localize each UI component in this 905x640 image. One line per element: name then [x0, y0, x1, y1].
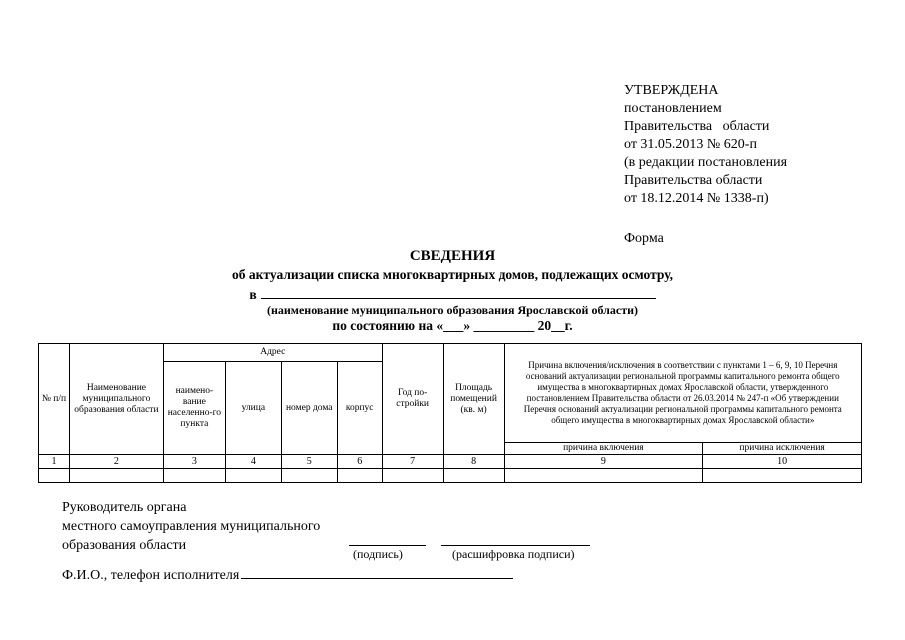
- executor-line: [62, 566, 513, 584]
- approval-line: постановлением: [624, 101, 722, 116]
- approval-line: Правительства области: [624, 119, 770, 134]
- decoding-caption: (расшифровка подписи): [452, 547, 575, 561]
- signature-decoding-field[interactable]: [441, 545, 590, 546]
- municipality-line: [0, 287, 905, 303]
- header-settlement: наимено-вание населенно-го пункта: [163, 362, 225, 455]
- table-cell[interactable]: [703, 469, 862, 483]
- column-number: 3: [163, 455, 225, 469]
- approval-line: от 31.05.2013 № 620-п: [624, 137, 757, 152]
- column-number: 2: [69, 455, 163, 469]
- as-of-date-line: по состоянию на «___» _________ 20__г.: [332, 318, 573, 333]
- table-cell[interactable]: [504, 469, 703, 483]
- signatory-line: местного самоуправления муниципального: [62, 519, 321, 534]
- document-title: СВЕДЕНИЯ: [409, 248, 496, 264]
- approval-stamp: [624, 82, 884, 248]
- table-cell[interactable]: [69, 469, 163, 483]
- approval-line: Правительства области: [624, 173, 763, 188]
- table-cell[interactable]: [39, 469, 70, 483]
- municipality-blank: [261, 287, 656, 299]
- document-subtitle: об актуализации списка многоквартирных домов, подлежащих осмотру,: [232, 267, 673, 282]
- signatory-line: образования области: [62, 538, 187, 553]
- approval-line: от 18.12.2014 № 1338-п): [624, 191, 769, 206]
- header-area: Площадь помещений (кв. м): [443, 344, 504, 455]
- column-number: 7: [382, 455, 443, 469]
- table-cell[interactable]: [281, 469, 337, 483]
- table-cell[interactable]: [337, 469, 382, 483]
- in-prefix: в: [249, 287, 257, 302]
- column-number: 5: [281, 455, 337, 469]
- column-number: 4: [225, 455, 281, 469]
- header-reason-exclude: причина исключения: [703, 443, 862, 455]
- executor-label: Ф.И.О., телефон исполнителя: [62, 568, 240, 583]
- header-num: № п/п: [39, 344, 70, 455]
- table-cell[interactable]: [163, 469, 225, 483]
- column-number: 9: [504, 455, 703, 469]
- approval-line: (в редакции постановления: [624, 155, 788, 170]
- municipality-hint: (наименование муниципального образования Ярославской области): [266, 303, 639, 317]
- column-number: 10: [703, 455, 862, 469]
- column-number: 1: [39, 455, 70, 469]
- header-street: улица: [225, 362, 281, 455]
- signatory-block: [62, 498, 320, 555]
- table-cell[interactable]: [382, 469, 443, 483]
- data-table: [38, 343, 862, 483]
- table-cell[interactable]: [225, 469, 281, 483]
- signature-caption: (подпись): [353, 547, 403, 561]
- header-building: корпус: [337, 362, 382, 455]
- form-label: Форма: [624, 231, 664, 246]
- column-number: 6: [337, 455, 382, 469]
- header-reason-include: причина включения: [504, 443, 703, 455]
- signatory-line: Руководитель органа: [62, 500, 187, 515]
- header-house: номер дома: [281, 362, 337, 455]
- approval-line: УТВЕРЖДЕНА: [624, 83, 719, 98]
- table-row: [39, 469, 862, 483]
- table-cell[interactable]: [443, 469, 504, 483]
- header-reason: Причина включения/исключения в соответствии с пунктами 1 – 6, 9, 10 Перечня оснований актуализации региональной программы капитального ремонта общего имущества в многоквартирных домах Ярославской области, утвержденного постановлением Правительства области от 26.03.2014 № 247-п «Об утверждении Перечня оснований актуализации региональной программы капитального ремонта общего имущества в многоквартирных домах Ярославской области»: [504, 344, 861, 443]
- header-year: Год по-стройки: [382, 344, 443, 455]
- header-address: Адрес: [163, 344, 382, 362]
- executor-field[interactable]: [241, 566, 513, 579]
- header-municipality: Наименование муниципального образования области: [69, 344, 163, 455]
- column-number: 8: [443, 455, 504, 469]
- signature-field[interactable]: [349, 545, 426, 546]
